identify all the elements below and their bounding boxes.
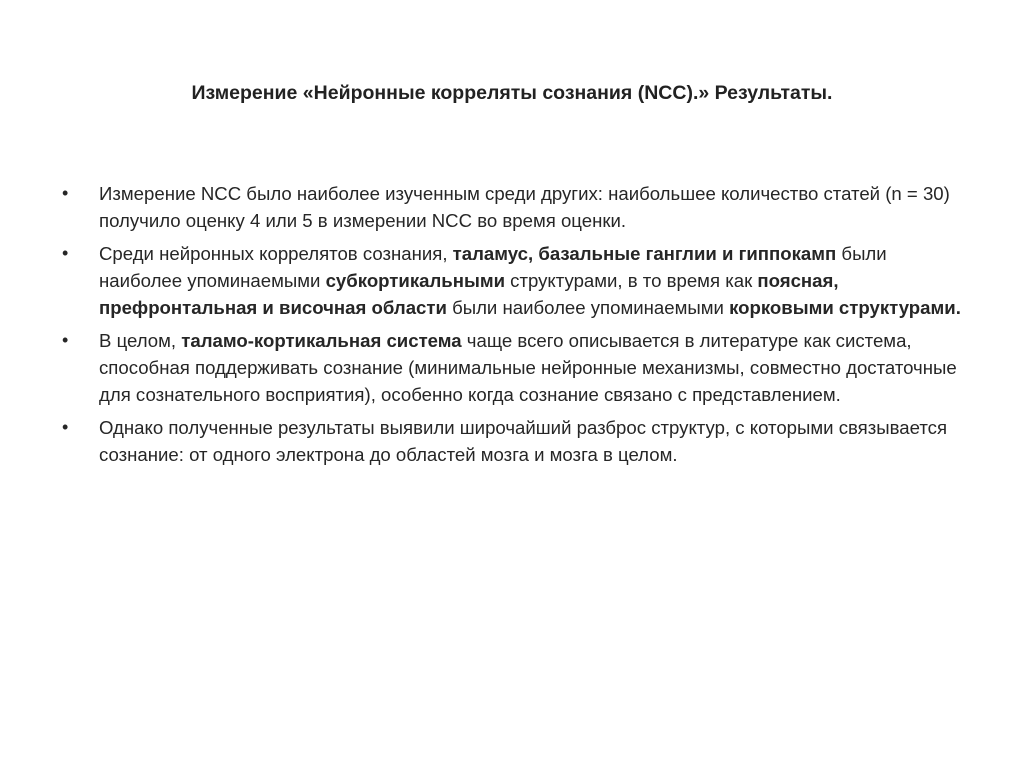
- bullet-text: были наиболее упоминаемыми: [446, 297, 730, 318]
- bullet-text-bold: поясная, префронтальная и височная области: [99, 270, 839, 318]
- bullet-list: [62, 180, 967, 474]
- bullet-item: [62, 180, 967, 234]
- bullet-text: Среди нейронных коррелятов сознания,: [99, 243, 453, 264]
- bullet-text: Измерение NCC было наиболее изученным среди других: наибольшее количество статей (n = 30) получило оценку 4 или 5 в измерении NCC во время оценки.: [99, 183, 950, 231]
- bullet-text: чаще всего описывается в литературе как система, способная поддерживать сознание (минимальные нейронные механизмы, совместно достаточные для сознательного восприятия), особенно когда сознание связано с представлением.: [99, 330, 957, 405]
- bullet-text: В целом,: [99, 330, 182, 351]
- bullet-text-bold: субкортикальными: [325, 270, 506, 291]
- bullet-text: структурами, в то время как: [505, 270, 758, 291]
- bullet-marker: •: [62, 417, 69, 437]
- bullet-text: были наиболее упоминаемыми: [99, 243, 887, 291]
- slide-title: Измерение «Нейронные корреляты сознания (NCC).» Результаты.: [191, 82, 833, 104]
- bullet-text-bold: таламус, базальные ганглии и гиппокамп: [452, 243, 837, 264]
- bullet-marker: •: [62, 330, 69, 350]
- bullet-marker: •: [62, 243, 69, 263]
- bullet-item: [62, 414, 967, 468]
- bullet-text-bold: корковыми структурами.: [729, 297, 961, 318]
- bullet-text-bold: таламо-кортикальная система: [181, 330, 462, 351]
- bullet-marker: •: [62, 183, 69, 203]
- bullet-text: Однако полученные результаты выявили широчайший разброс структур, с которыми связывается сознание: от одного электрона до областей мозга и мозга в целом.: [99, 417, 948, 465]
- bullet-item: [62, 240, 967, 321]
- bullet-item: [62, 327, 967, 408]
